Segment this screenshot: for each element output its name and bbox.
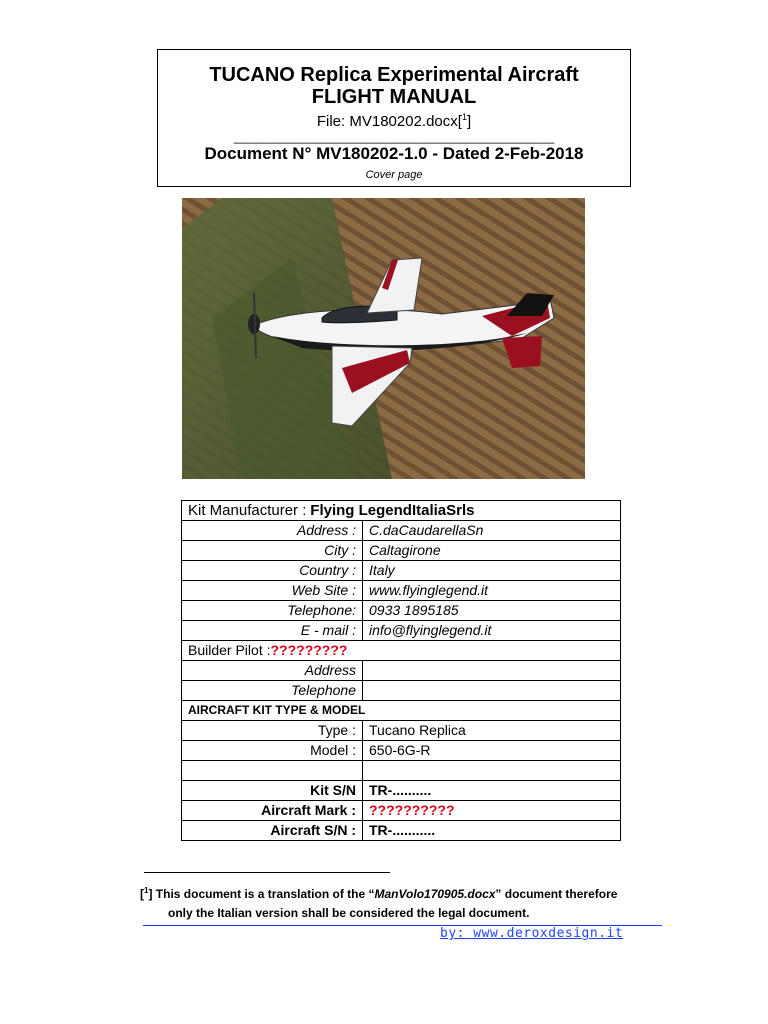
cover-page-label: Cover page [365, 169, 423, 181]
builder-row [182, 641, 621, 661]
footnote-marker-close: ] [148, 887, 153, 901]
website-label: Web Site : [182, 581, 363, 601]
table-row [182, 601, 621, 621]
kit-sn-value: TR-.......... [363, 781, 621, 801]
website-link[interactable]: www.flyinglegend.it [363, 581, 621, 601]
footnote-separator [144, 872, 390, 873]
manufacturer-name: Flying LegendItaliaSrls [310, 502, 475, 519]
separator-line: ________________________________________________ [233, 130, 555, 144]
aircraft-photo-illustration [182, 198, 585, 479]
footnote-file-name: ManVolo170905.docx [374, 887, 496, 901]
model-label: Model : [182, 741, 363, 761]
manufacturer-row [182, 501, 621, 521]
country-value: Italy [363, 561, 621, 581]
document-number: Document N° MV180202-1.0 - Dated 2-Feb-2018 [204, 144, 584, 163]
table-row [182, 681, 621, 701]
table-row [182, 821, 621, 841]
builder-telephone-label: Telephone [182, 681, 363, 701]
table-row [182, 741, 621, 761]
file-name [158, 108, 630, 131]
footnote [140, 881, 700, 923]
table-row [182, 541, 621, 561]
manual-subtitle: FLIGHT MANUAL [311, 86, 477, 108]
table-row [182, 561, 621, 581]
footnote-text-after: ” document therefore [495, 887, 618, 901]
email-link[interactable]: info@flyinglegend.it [363, 621, 621, 641]
footnote-marker[interactable]: 1 [144, 886, 149, 895]
table-row [182, 581, 621, 601]
footnote-text-before: This document is a translation of the “ [152, 887, 375, 901]
table-row [182, 521, 621, 541]
title-box [157, 49, 631, 187]
footnote-line-2: only the Italian version shall be considered the legal document. [168, 906, 530, 920]
table-row [182, 781, 621, 801]
telephone-value: 0933 1895185 [363, 601, 621, 621]
aircraft-mark-value: ?????????? [363, 801, 621, 821]
builder-pilot-label: Builder Pilot : [188, 642, 271, 658]
aircraft-sn-value: TR-........... [363, 821, 621, 841]
address-label: Address : [182, 521, 363, 541]
builder-address-label: Address [182, 661, 363, 681]
address-value: C.daCaudarellaSn [363, 521, 621, 541]
type-value: Tucano Replica [363, 721, 621, 741]
empty-label [182, 761, 363, 781]
email-label: E - mail : [182, 621, 363, 641]
builder-pilot-value: ????????? [270, 642, 348, 658]
aircraft-sn-label: Aircraft S/N : [182, 821, 363, 841]
builder-address-value [363, 661, 621, 681]
manufacturer-label: Kit Manufacturer : [188, 502, 307, 519]
file-suffix: ] [466, 113, 472, 130]
table-row [182, 801, 621, 821]
file-footnote-ref[interactable]: 1 [461, 112, 467, 122]
telephone-label: Telephone: [182, 601, 363, 621]
city-label: City : [182, 541, 363, 561]
country-label: Country : [182, 561, 363, 581]
empty-value [363, 761, 621, 781]
aircraft-mark-label: Aircraft Mark : [182, 801, 363, 821]
table-row [182, 661, 621, 681]
file-prefix: File: MV180202.docx[ [316, 113, 462, 130]
byline-link[interactable]: by: www.deroxdesign.it [440, 926, 624, 941]
footnote-line-1 [140, 881, 700, 904]
model-value: 650-6G-R [363, 741, 621, 761]
kit-section-heading: AIRCRAFT KIT TYPE & MODEL [182, 701, 621, 721]
table-row [182, 761, 621, 781]
type-label: Type : [182, 721, 363, 741]
kit-section-row [182, 701, 621, 721]
manual-title: TUCANO Replica Experimental Aircraft [209, 64, 579, 86]
builder-telephone-value [363, 681, 621, 701]
aircraft-info-table [181, 500, 621, 841]
aircraft-photo [182, 198, 585, 479]
table-row [182, 621, 621, 641]
kit-sn-label: Kit S/N [182, 781, 363, 801]
table-row [182, 721, 621, 741]
footnote-marker-open: [ [140, 887, 144, 901]
city-value: Caltagirone [363, 541, 621, 561]
